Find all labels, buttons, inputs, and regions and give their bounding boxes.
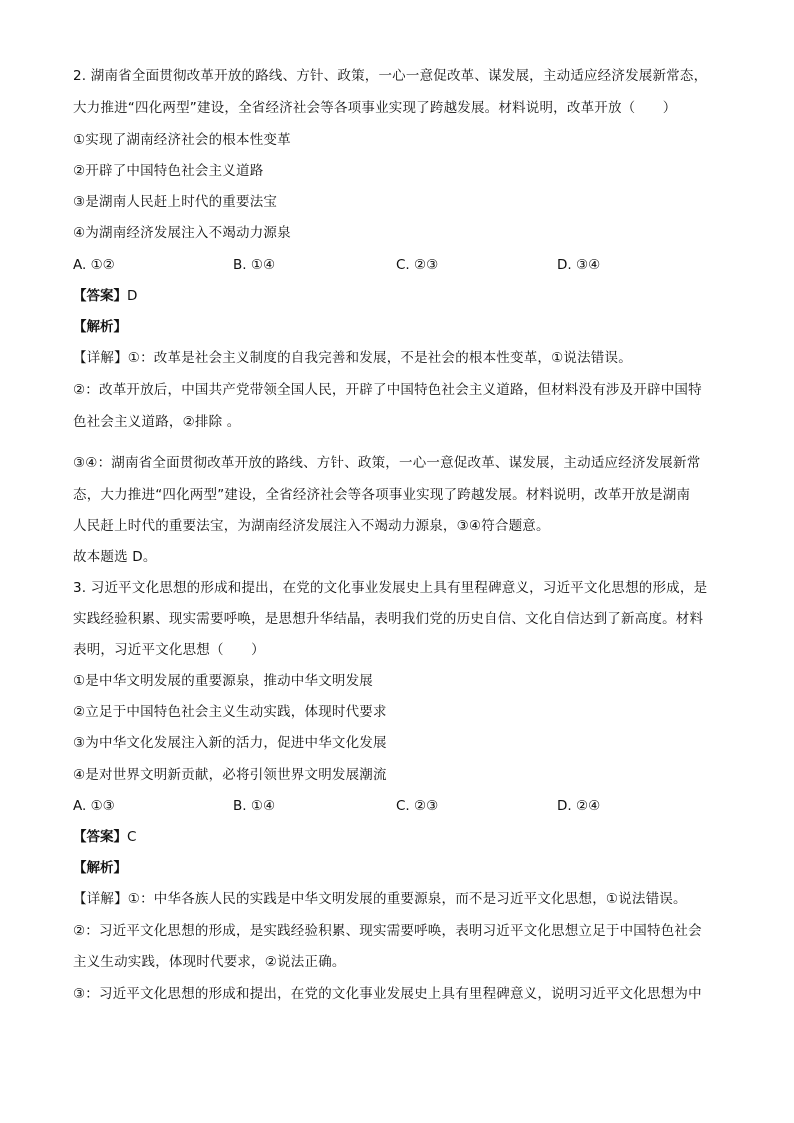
q2-option-a: A. ①②	[73, 257, 115, 273]
q2-item-2: ②开辟了中国特色社会主义道路	[73, 163, 264, 179]
q3-answer-value: C	[127, 829, 137, 845]
q3-detail-line-2: ②：习近平文化思想的形成，是实践经验积累、现实需要呼唤，表明习近平文化思想立足于中国特色社会	[73, 923, 702, 939]
q2-conclusion: 故本题选 D。	[73, 549, 157, 565]
q2-stem-line-1: 2. 湖南省全面贯彻改革开放的路线、方针、政策，一心一意促改革、谋发展，主动适应经济发展新常态，	[73, 68, 708, 84]
q2-analysis-tag: 【解析】	[73, 319, 127, 335]
q3-option-b: B. ①④	[233, 798, 276, 814]
q2-option-b: B. ①④	[233, 257, 276, 273]
q3-answer	[73, 828, 136, 846]
q2-option-d: D. ③④	[557, 257, 601, 273]
q2-option-c: C. ②③	[396, 257, 439, 273]
q3-item-1: ①是中华文明发展的重要源泉，推动中华文明发展	[73, 673, 374, 689]
q2-detail-line-2: ②：改革开放后，中国共产党带领全国人民，开辟了中国特色社会主义道路，但材料没有涉及开辟中国特	[73, 382, 702, 398]
q2-stem-line-2: 大力推进“四化两型”建设，全省经济社会等各项事业实现了跨越发展。材料说明，改革开放（ ）	[73, 100, 677, 116]
q2-item-3: ③是湖南人民赶上时代的重要法宝	[73, 194, 278, 210]
q3-option-d: D. ②④	[557, 798, 601, 814]
q3-item-4: ④是对世界文明新贡献，必将引领世界文明发展潮流	[73, 767, 387, 783]
q2-detail-line-3: 色社会主义道路，②排除 。	[73, 414, 241, 430]
q3-stem-line-2: 实践经验积累、现实需要呼唤，是思想升华结晶，表明我们党的历史自信、文化自信达到了新高度。材料	[73, 611, 704, 627]
q2-answer-value: D	[127, 288, 138, 304]
q3-option-a: A. ①③	[73, 798, 115, 814]
q3-item-3: ③为中华文化发展注入新的活力，促进中华文化发展	[73, 735, 387, 751]
q2-detail-line-5: 态，大力推进“四化两型”建设，全省经济社会等各项事业实现了跨越发展。材料说明，改革开放是湖南	[73, 487, 691, 503]
q3-detail-line-1: 【详解】①：中华各族人民的实践是中华文明发展的重要源泉，而不是习近平文化思想，①说法错误。	[73, 891, 687, 907]
q2-item-4: ④为湖南经济发展注入不竭动力源泉	[73, 225, 291, 241]
q2-detail-line-6: 人民赶上时代的重要法宝，为湖南经济发展注入不竭动力源泉，③④符合题意。	[73, 518, 550, 534]
q2-detail-line-4: ③④：湖南省全面贯彻改革开放的路线、方针、政策，一心一意促改革、谋发展，主动适应经济发展新常	[73, 455, 701, 471]
q3-item-2: ②立足于中国特色社会主义生动实践，体现时代要求	[73, 704, 387, 720]
q3-stem-line-3: 表明，习近平文化思想（ ）	[73, 642, 265, 658]
q2-detail-line-1: 【详解】①：改革是社会主义制度的自我完善和发展，不是社会的根本性变革，①说法错误。	[73, 350, 632, 366]
q2-answer-tag: 【答案】	[73, 288, 127, 304]
q2-answer	[73, 287, 137, 305]
q3-analysis-tag: 【解析】	[73, 860, 127, 876]
q3-detail-line-4: ③：习近平文化思想的形成和提出，在党的文化事业发展史上具有里程碑意义，说明习近平文化思想为中	[73, 986, 702, 1002]
q3-answer-tag: 【答案】	[73, 829, 127, 845]
q2-item-1: ①实现了湖南经济社会的根本性变革	[73, 132, 291, 148]
q3-stem-line-1: 3. 习近平文化思想的形成和提出，在党的文化事业发展史上具有里程碑意义，习近平文化思想的形成，是	[73, 580, 708, 596]
q3-option-c: C. ②③	[396, 798, 439, 814]
q3-detail-line-3: 主义生动实践，体现时代要求，②说法正确。	[73, 954, 346, 970]
